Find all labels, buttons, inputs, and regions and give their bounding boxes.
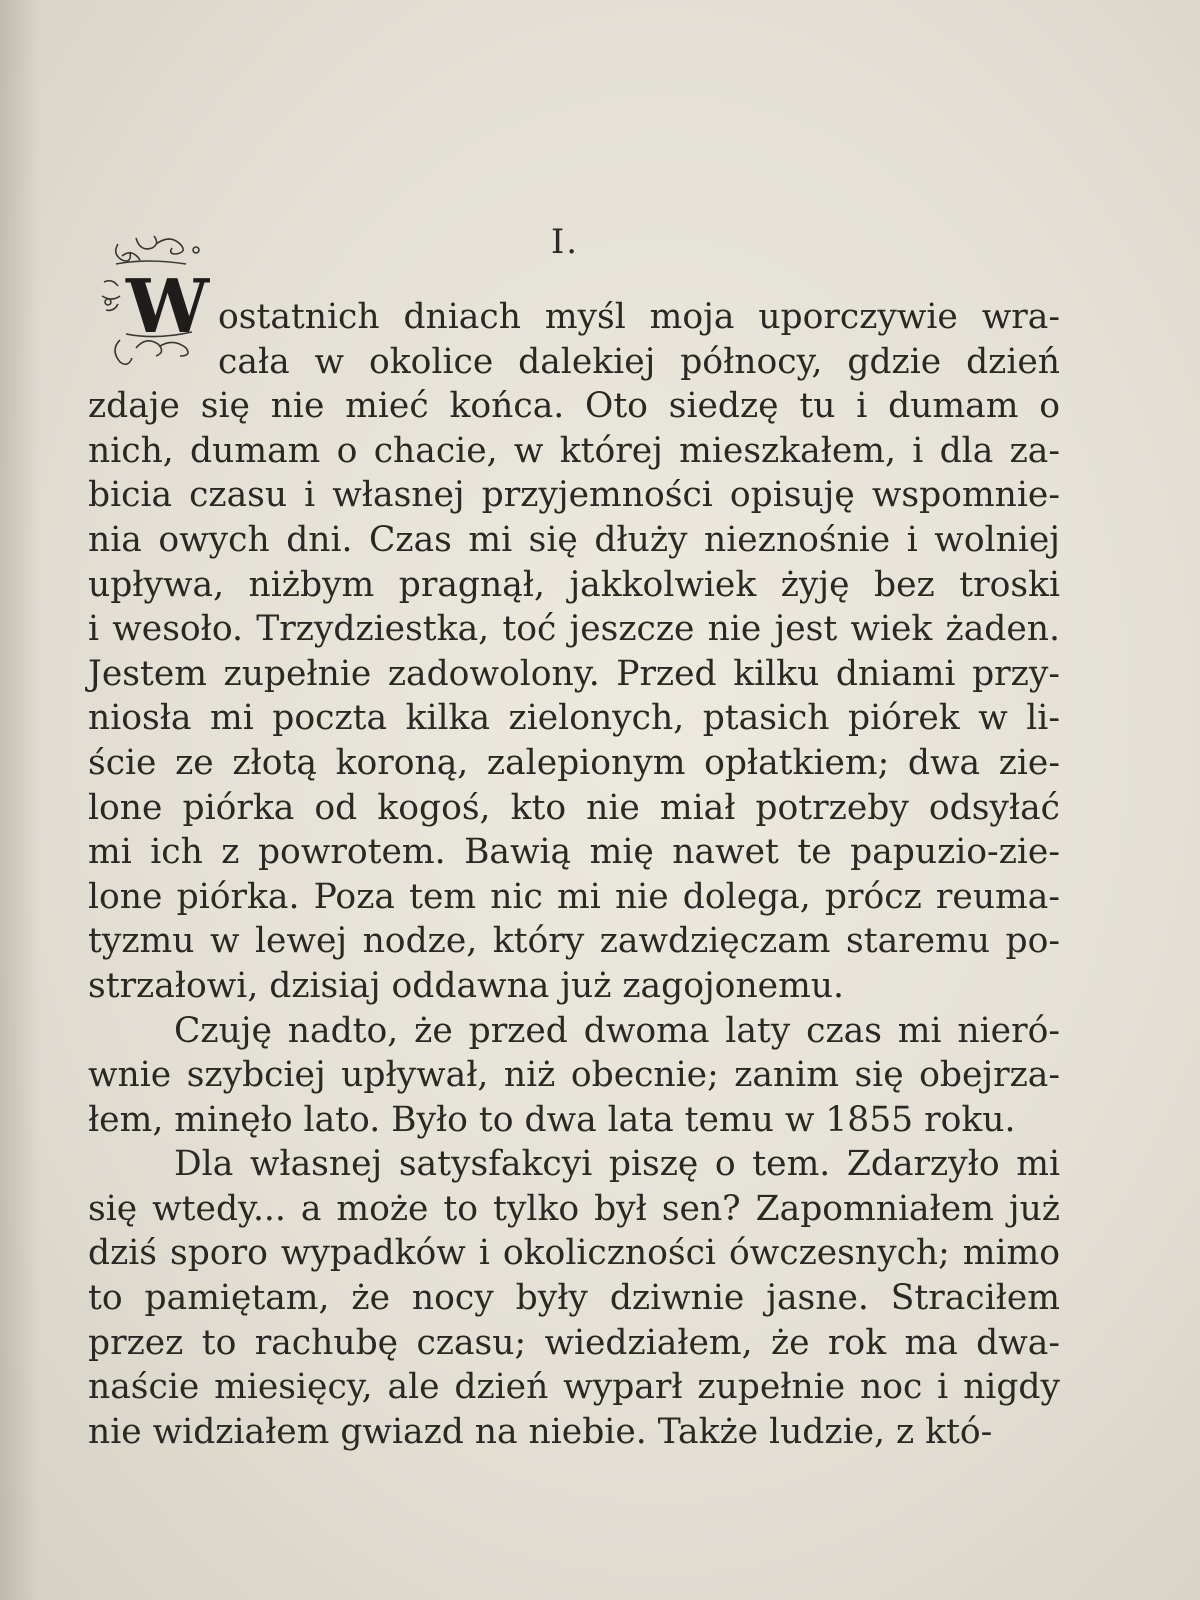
text-line: nich, dumam o chacie, w której mieszkałem, i dla za- (88, 430, 1060, 471)
text-line: ostatnich dniach myśl moja uporczywie wra- (218, 297, 1060, 337)
text-line: zdaje się nie mieć końca. Oto siedzę tu i dumam o (88, 386, 1060, 427)
text-line: naście miesięcy, ale dzień wyparł zupełnie noc i nigdy (88, 1367, 1060, 1408)
text-line: nia owych dni. Czas mi się dłuży nieznośnie i wolniej (88, 519, 1060, 560)
body-text (88, 264, 1060, 1454)
ornamental-drop-cap (96, 230, 211, 380)
text-line: bicia czasu i własnej przyjemności opisuję wspomnie- (88, 475, 1060, 516)
text-line: mi ich z powrotem. Bawią mię nawet te papuzio-zie- (88, 832, 1060, 873)
drop-cap-letter: W (126, 264, 210, 350)
text-line: cała w okolice dalekiej północy, gdzie dzień (218, 341, 1060, 382)
text-line: nie widziałem gwiazd na niebie. Także ludzie, z któ- (88, 1411, 993, 1452)
paragraph-container (88, 295, 1060, 1454)
text-line: łem, minęło lato. Było to dwa lata temu w 1855 roku. (88, 1099, 1016, 1140)
text-line: Dla własnej satysfakcyi piszę o tem. Zdarzyło mi (174, 1144, 1060, 1185)
text-line: niosła mi poczta kilka zielonych, ptasich piórek w li- (88, 698, 1060, 739)
text-line: się wtedy... a może to tylko był sen? Zapomniałem już (88, 1188, 1060, 1229)
text-line: wnie szybciej upływał, niż obecnie; zanim się obejrza- (88, 1055, 1060, 1096)
chapter-number: I. (550, 222, 580, 262)
text-line: lone piórka od kogoś, kto nie miał potrzeby odsyłać (88, 787, 1060, 828)
text-line: to pamiętam, że nocy były dziwnie jasne. Straciłem (88, 1278, 1060, 1319)
text-line: dziś sporo wypadków i okoliczności ówczesnych; mimo (88, 1233, 1060, 1274)
text-line: tyzmu w lewej nodze, który zawdzięczam staremu po- (88, 921, 1060, 962)
text-line: Czuję nadto, że przed dwoma laty czas mi nieró- (174, 1010, 1060, 1051)
text-line: strzałowi, dzisiaj oddawna już zagojonemu. (88, 965, 844, 1006)
text-line: Jestem zupełnie zadowolony. Przed kilku dniami przy- (88, 653, 1060, 694)
text-line: i wesoło. Trzydziestka, toć jeszcze nie jest wiek żaden. (88, 609, 1060, 650)
text-line: lone piórka. Poza tem nic mi nie dolega, prócz reuma- (88, 876, 1060, 917)
text-line: upływa, niżbym pragnął, jakkolwiek żyję bez troski (88, 564, 1060, 605)
text-line: ście ze złotą koroną, zalepionym opłatkiem; dwa zie- (88, 742, 1060, 783)
text-line: przez to rachubę czasu; wiedziałem, że rok ma dwa- (88, 1322, 1060, 1363)
